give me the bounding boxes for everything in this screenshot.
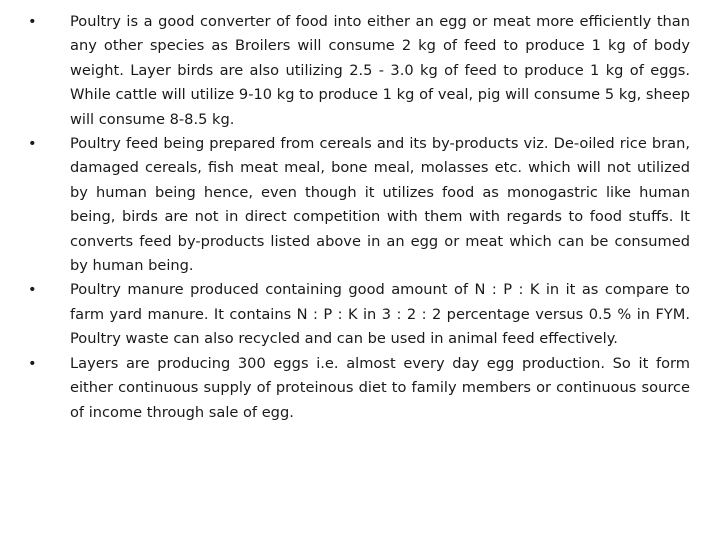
bullet-text-poultry-feed: Poultry feed being prepared from cereals and its by-products viz. De-oiled rice bran, damaged cereals, fish meat meal, bone meal, molasses etc. which will not utilized by human being hence, even though it utilizes food as monogastric like human being, birds are not in direct competition with them with regards to food stuffs. It converts feed by-products listed above in an egg or meat which can be consumed by human being. (70, 135, 690, 275)
bullet-text-feed-conversion: Poultry is a good converter of food into either an egg or meat more efficiently than any other species as Broilers will consume 2 kg of feed to produce 1 kg of body weight. Layer birds are also utilizing 2.5 - 3.0 kg of feed to produce 1 kg of eggs. While cattle will utilize 9-10 kg to produce 1 kg of veal, pig will consume 5 kg, sheep will consume 8-8.5 kg. (70, 13, 690, 128)
bullet-item-4 (28, 352, 690, 425)
bullet-marker: • (28, 281, 37, 299)
bullet-text-egg-production: Layers are producing 300 eggs i.e. almost every day egg production. So it form either continuous supply of proteinous diet to family members or continuous source of income through sale of egg. (70, 354, 690, 421)
bullet-marker: • (28, 13, 37, 30)
bullet-item-1 (28, 10, 690, 132)
bullet-marker: • (28, 135, 37, 153)
bullet-item-2 (28, 132, 690, 278)
bullet-text-poultry-manure: Poultry manure produced containing good amount of N : P : K in it as compare to farm yard manure. It contains N : P : K in 3 : 2 : 2 percentage versus 0.5 % in FYM. Poultry waste can also recycled and can be used in animal feed effectively. (70, 281, 690, 348)
bullet-list (28, 10, 690, 425)
bullet-item-3 (28, 278, 690, 351)
bullet-marker: • (28, 354, 37, 372)
